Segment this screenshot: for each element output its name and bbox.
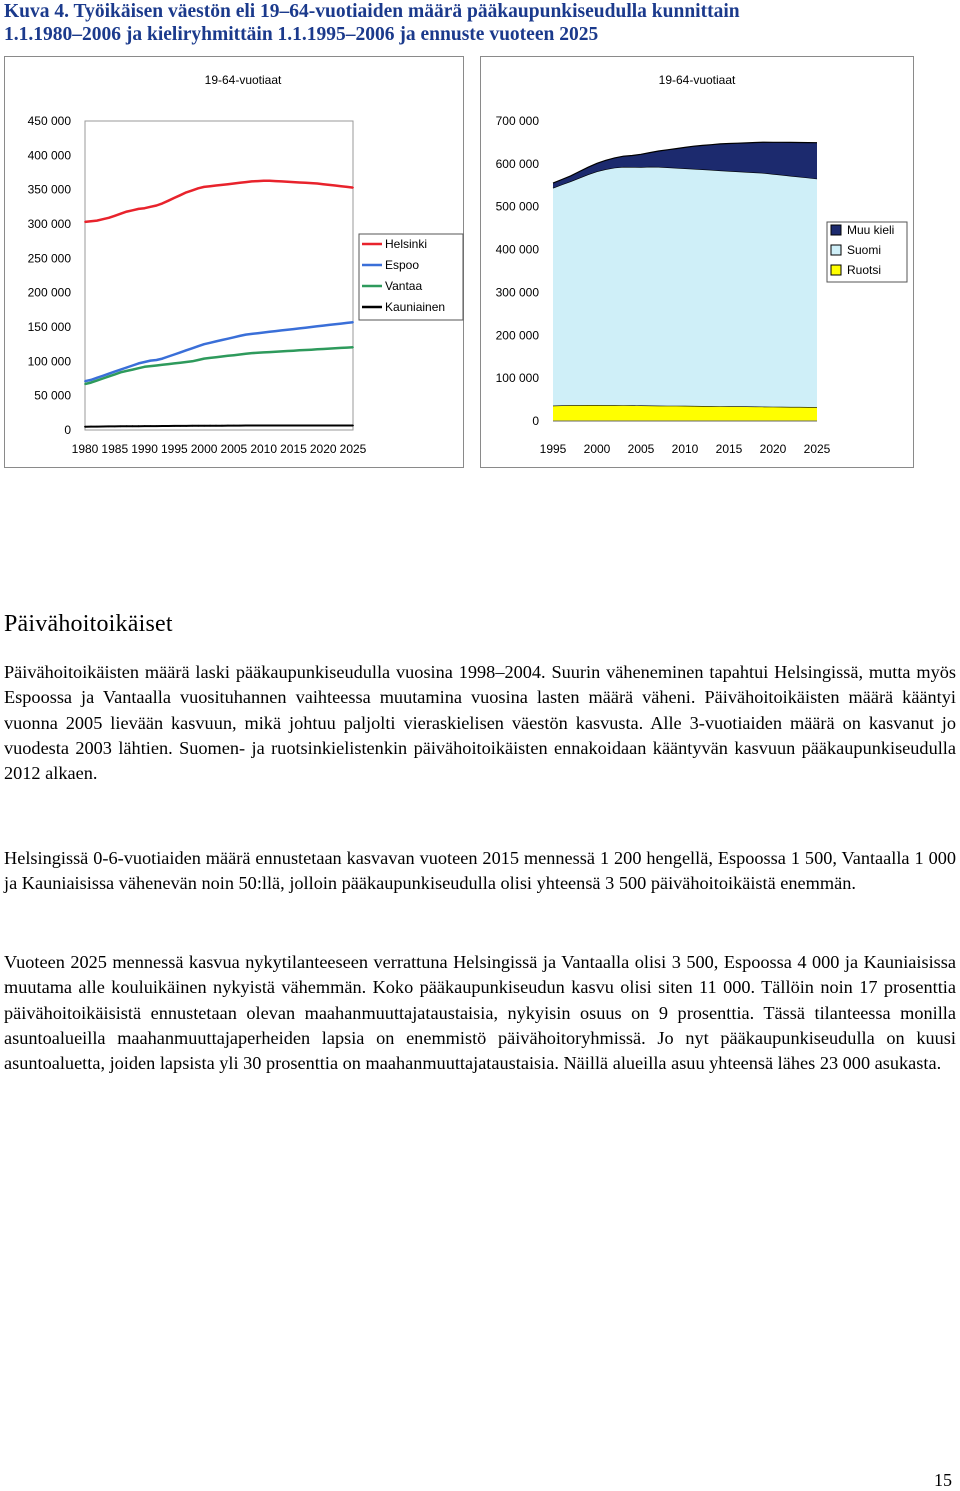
data-point-espoo xyxy=(316,325,318,327)
x-tick-label: 2000 xyxy=(583,442,611,456)
legend-label-vantaa: Vantaa xyxy=(385,279,423,293)
data-point-kauniainen xyxy=(340,425,342,427)
data-point-helsinki xyxy=(215,185,217,187)
y-tick-label: 400 000 xyxy=(27,148,71,163)
data-point-kauniainen xyxy=(120,425,122,427)
x-tick-label: 1985 xyxy=(101,442,129,456)
data-point-kauniainen xyxy=(346,425,348,427)
data-point-kauniainen xyxy=(209,425,211,427)
data-point-helsinki xyxy=(162,203,164,205)
data-point-helsinki xyxy=(245,181,247,183)
legend-label-suomi: Suomi xyxy=(847,243,882,257)
data-point-espoo xyxy=(120,369,122,371)
line-chart-svg xyxy=(5,57,465,469)
data-point-kauniainen xyxy=(352,425,354,427)
data-point-kauniainen xyxy=(299,425,301,427)
data-point-espoo xyxy=(227,338,229,340)
data-point-vantaa xyxy=(245,353,247,355)
data-point-helsinki xyxy=(269,180,271,182)
data-point-vantaa xyxy=(84,383,86,385)
data-point-kauniainen xyxy=(251,425,253,427)
data-point-vantaa xyxy=(168,363,170,365)
x-tick-label: 2020 xyxy=(759,442,787,456)
data-point-vantaa xyxy=(233,354,235,356)
data-point-vantaa xyxy=(239,354,241,356)
data-point-kauniainen xyxy=(185,425,187,427)
data-point-vantaa xyxy=(162,364,164,366)
data-point-espoo xyxy=(150,360,152,362)
data-point-espoo xyxy=(156,359,158,361)
area-suomi xyxy=(553,167,817,407)
data-point-vantaa xyxy=(197,359,199,361)
data-point-espoo xyxy=(132,365,134,367)
y-tick-label: 450 000 xyxy=(27,114,71,128)
data-point-vantaa xyxy=(185,361,187,363)
y-tick-label: 500 000 xyxy=(495,199,539,214)
data-point-vantaa xyxy=(221,356,223,358)
data-point-vantaa xyxy=(126,370,128,372)
data-point-espoo xyxy=(108,373,110,375)
data-point-espoo xyxy=(334,323,336,325)
plot-area-border xyxy=(85,121,353,430)
data-point-kauniainen xyxy=(168,425,170,427)
paragraph-1: Päivähoitoikäisten määrä laski pääkaupunkiseudulla vuosina 1998–2004. Suurin väheneminen tapahtui Helsingissä, mutta myös Espoossa ja Vantaalla vuosituhannen vaihteessa muutamina vuosina lasten määrä väheni. Päivähoitoikäisten määrä kääntyi vuonna 2005 lievään kasvuun, mikä johtuu paljolti vieraskielisen väestön kasvusta. Alle 3-vuotiaiden määrä on kasvanut jo vuodesta 2003 lähtien. Suomen- ja ruotsinkielistenkin päivähoitoikäisten ennakoidaan kääntyvän kasvuun pääkaupunkiseudulla 2012 alkaen. xyxy=(4,662,956,784)
data-point-helsinki xyxy=(239,182,241,184)
data-point-vantaa xyxy=(173,363,175,365)
data-point-kauniainen xyxy=(108,426,110,428)
y-tick-label: 100 000 xyxy=(495,371,539,386)
data-point-helsinki xyxy=(150,206,152,208)
data-point-kauniainen xyxy=(150,425,152,427)
x-tick-label: 1995 xyxy=(160,442,188,456)
x-tick-label: 2000 xyxy=(190,442,218,456)
legend-label-ruotsi: Ruotsi xyxy=(847,263,882,277)
data-point-kauniainen xyxy=(132,425,134,427)
data-point-kauniainen xyxy=(322,425,324,427)
legend-label-espoo: Espoo xyxy=(385,258,420,272)
data-point-kauniainen xyxy=(156,425,158,427)
data-point-espoo xyxy=(346,322,348,324)
x-tick-label: 2025 xyxy=(803,442,831,456)
x-tick-label: 1990 xyxy=(131,442,158,456)
data-point-kauniainen xyxy=(328,425,330,427)
data-point-espoo xyxy=(191,347,193,349)
data-point-helsinki xyxy=(203,186,205,188)
data-point-helsinki xyxy=(346,186,348,188)
data-point-vantaa xyxy=(138,367,140,369)
data-point-espoo xyxy=(305,327,307,329)
data-point-vantaa xyxy=(334,347,336,349)
data-point-helsinki xyxy=(352,187,354,189)
data-point-kauniainen xyxy=(239,425,241,427)
y-tick-label: 700 000 xyxy=(495,114,539,128)
data-point-helsinki xyxy=(221,184,223,186)
data-point-espoo xyxy=(269,331,271,333)
data-point-vantaa xyxy=(209,357,211,359)
data-point-helsinki xyxy=(144,207,146,209)
data-point-vantaa xyxy=(102,378,104,380)
series-line-helsinki xyxy=(85,181,353,222)
data-point-kauniainen xyxy=(316,425,318,427)
legend-label-kauniainen: Kauniainen xyxy=(385,300,446,314)
data-point-helsinki xyxy=(340,185,342,187)
y-tick-label: 600 000 xyxy=(495,156,539,171)
data-point-kauniainen xyxy=(96,426,98,428)
data-point-kauniainen xyxy=(144,425,146,427)
data-point-kauniainen xyxy=(197,425,199,427)
data-point-espoo xyxy=(293,328,295,330)
data-point-helsinki xyxy=(156,205,158,207)
data-point-kauniainen xyxy=(275,425,277,427)
legend-swatch-muu-kieli xyxy=(831,225,841,235)
data-point-espoo xyxy=(96,377,98,379)
data-point-helsinki xyxy=(84,221,86,223)
data-point-vantaa xyxy=(251,352,253,354)
data-point-espoo xyxy=(144,361,146,363)
y-tick-label: 150 000 xyxy=(27,320,71,334)
data-point-vantaa xyxy=(96,380,98,382)
x-tick-label: 2015 xyxy=(715,442,743,456)
data-point-helsinki xyxy=(305,182,307,184)
data-point-vantaa xyxy=(281,351,283,353)
x-tick-label: 2005 xyxy=(627,442,655,456)
y-tick-label: 200 000 xyxy=(27,285,71,300)
area-ruotsi xyxy=(553,405,817,421)
data-point-kauniainen xyxy=(84,426,86,428)
data-point-vantaa xyxy=(90,382,92,384)
data-point-vantaa xyxy=(275,351,277,353)
data-point-vantaa xyxy=(340,347,342,349)
data-point-helsinki xyxy=(102,218,104,220)
data-point-espoo xyxy=(215,341,217,343)
data-point-helsinki xyxy=(322,183,324,185)
data-point-espoo xyxy=(239,335,241,337)
data-point-espoo xyxy=(281,330,283,332)
data-point-espoo xyxy=(340,323,342,325)
data-point-espoo xyxy=(84,380,86,382)
data-point-espoo xyxy=(251,333,253,335)
data-point-espoo xyxy=(322,325,324,327)
data-point-helsinki xyxy=(96,220,98,222)
data-point-espoo xyxy=(209,342,211,344)
data-point-kauniainen xyxy=(269,425,271,427)
x-tick-label: 2015 xyxy=(280,442,307,456)
data-point-helsinki xyxy=(263,180,265,182)
data-point-espoo xyxy=(102,375,104,377)
data-point-vantaa xyxy=(227,355,229,357)
y-tick-label: 400 000 xyxy=(495,242,539,257)
data-point-helsinki xyxy=(328,184,330,186)
data-point-espoo xyxy=(221,339,223,341)
y-tick-label: 250 000 xyxy=(27,251,71,266)
data-point-helsinki xyxy=(138,208,140,210)
data-point-helsinki xyxy=(90,220,92,222)
data-point-vantaa xyxy=(132,369,134,371)
x-tick-label: 1980 xyxy=(71,442,99,456)
data-point-helsinki xyxy=(281,181,283,183)
data-point-helsinki xyxy=(233,183,235,185)
data-point-espoo xyxy=(203,343,205,345)
data-point-helsinki xyxy=(173,197,175,199)
data-point-vantaa xyxy=(108,376,110,378)
data-point-vantaa xyxy=(120,371,122,373)
data-point-helsinki xyxy=(179,194,181,196)
data-point-vantaa xyxy=(316,348,318,350)
x-tick-label: 2020 xyxy=(309,442,337,456)
x-tick-label: 2010 xyxy=(671,442,699,456)
paragraph-3: Vuoteen 2025 mennessä kasvua nykytilanteeseen verrattuna Helsingissä ja Vantaalla olisi 3 500, Espoossa 4 000 ja Kauniaisissa muutama alle kouluikäinen nykyistä vähemmän. Koko pääkaupunkiseudun kasvu olisi siten 11 000. Tällöin noin 17 prosenttia päivähoitoikäisistä ennustetaan olevan maahanmuuttajataustaisia, nykyisin osuus on 9 prosenttia. Tässä tilanteessa monilla asuntoalueilla maahanmuuttajaperheiden lapsia on enemmistö päivähoitoryhmissä. Jo nyt pääkaupunkiseudulla on kuusi asuntoaluetta, joiden lapsista yli 30 prosenttia on maahanmuuttajataustaisia. Näillä alueilla asuu yhteensä lähes 23 000 asukasta. xyxy=(4,952,956,1074)
legend-swatch-ruotsi xyxy=(831,265,841,275)
caption-line-2: 1.1.1980–2006 ja kieliryhmittäin 1.1.1995–2006 ja ennuste vuoteen 2025 xyxy=(4,24,599,45)
paragraph-2: Helsingissä 0-6-vuotiaiden määrä ennustetaan kasvavan vuoteen 2015 mennessä 1 200 hengellä, Espoossa 1 500, Vantaalla 1 000 ja Kauniaisissa vähenevän noin 50:llä, jolloin pääkaupunkiseudulla olisi yhteensä 3 500 päivähoitoikäistä enemmän. xyxy=(4,848,956,894)
data-point-espoo xyxy=(352,321,354,323)
data-point-espoo xyxy=(179,352,181,354)
y-tick-label: 0 xyxy=(64,423,71,437)
data-point-helsinki xyxy=(299,182,301,184)
data-point-kauniainen xyxy=(162,425,164,427)
data-point-vantaa xyxy=(203,358,205,360)
data-point-kauniainen xyxy=(179,425,181,427)
data-point-vantaa xyxy=(150,365,152,367)
data-point-vantaa xyxy=(257,352,259,354)
x-tick-label: 1995 xyxy=(539,442,567,456)
data-point-vantaa xyxy=(114,374,116,376)
data-point-espoo xyxy=(287,329,289,331)
y-tick-label: 300 000 xyxy=(27,217,71,231)
y-tick-label: 350 000 xyxy=(27,182,71,197)
data-point-helsinki xyxy=(114,215,116,217)
x-tick-label: 2025 xyxy=(339,442,367,456)
data-point-vantaa xyxy=(287,350,289,352)
data-point-espoo xyxy=(114,371,116,373)
y-tick-label: 300 000 xyxy=(495,285,539,300)
area-chart-language-groups xyxy=(480,56,914,468)
data-point-helsinki xyxy=(168,200,170,202)
data-point-espoo xyxy=(263,332,265,334)
data-point-helsinki xyxy=(185,192,187,194)
area-chart-svg xyxy=(481,57,915,469)
data-point-vantaa xyxy=(328,348,330,350)
data-point-helsinki xyxy=(275,180,277,182)
data-point-espoo xyxy=(233,336,235,338)
page-number: 15 xyxy=(934,1470,952,1490)
data-point-kauniainen xyxy=(173,425,175,427)
data-point-kauniainen xyxy=(305,425,307,427)
data-point-kauniainen xyxy=(227,425,229,427)
data-point-helsinki xyxy=(126,211,128,213)
line-chart-municipalities xyxy=(4,56,464,468)
data-point-espoo xyxy=(310,326,312,328)
x-tick-label: 2010 xyxy=(250,442,278,456)
data-point-helsinki xyxy=(108,217,110,219)
data-point-kauniainen xyxy=(334,425,336,427)
data-point-helsinki xyxy=(209,185,211,187)
data-point-espoo xyxy=(328,324,330,326)
data-point-vantaa xyxy=(179,362,181,364)
legend-swatch-suomi xyxy=(831,245,841,255)
data-point-vantaa xyxy=(310,349,312,351)
data-point-vantaa xyxy=(305,349,307,351)
data-point-vantaa xyxy=(156,365,158,367)
chart-title: 19-64-vuotiaat xyxy=(658,73,736,87)
data-point-kauniainen xyxy=(263,425,265,427)
data-point-espoo xyxy=(245,334,247,336)
data-point-kauniainen xyxy=(126,425,128,427)
data-point-kauniainen xyxy=(203,425,205,427)
data-point-helsinki xyxy=(310,182,312,184)
chart-title: 19-64-vuotiaat xyxy=(204,73,282,87)
data-point-espoo xyxy=(168,356,170,358)
data-point-kauniainen xyxy=(245,425,247,427)
y-tick-label: 50 000 xyxy=(34,388,71,403)
data-point-vantaa xyxy=(263,352,265,354)
section-heading: Päivähoitoikäiset xyxy=(4,611,173,637)
series-line-kauniainen xyxy=(85,426,353,427)
legend xyxy=(827,222,907,282)
data-point-helsinki xyxy=(293,181,295,183)
data-point-espoo xyxy=(185,349,187,351)
data-point-kauniainen xyxy=(281,425,283,427)
data-point-espoo xyxy=(162,358,164,360)
data-point-vantaa xyxy=(352,346,354,348)
data-point-kauniainen xyxy=(257,425,259,427)
data-point-espoo xyxy=(197,345,199,347)
data-point-espoo xyxy=(138,363,140,365)
data-point-helsinki xyxy=(191,190,193,192)
series-line-vantaa xyxy=(85,347,353,384)
legend-label-muu-kieli: Muu kieli xyxy=(847,223,895,237)
data-point-helsinki xyxy=(120,213,122,215)
figure-caption xyxy=(4,0,956,46)
data-point-kauniainen xyxy=(191,425,193,427)
data-point-espoo xyxy=(126,367,128,369)
data-point-helsinki xyxy=(287,181,289,183)
data-point-espoo xyxy=(275,330,277,332)
data-point-vantaa xyxy=(322,348,324,350)
y-tick-label: 0 xyxy=(532,414,539,428)
data-point-kauniainen xyxy=(102,426,104,428)
data-point-espoo xyxy=(173,354,175,356)
data-point-kauniainen xyxy=(114,426,116,428)
data-point-vantaa xyxy=(191,360,193,362)
data-point-helsinki xyxy=(227,183,229,185)
data-point-vantaa xyxy=(215,356,217,358)
data-point-kauniainen xyxy=(293,425,295,427)
data-point-kauniainen xyxy=(221,425,223,427)
y-tick-label: 200 000 xyxy=(495,328,539,343)
data-point-espoo xyxy=(257,332,259,334)
data-point-helsinki xyxy=(251,181,253,183)
data-point-helsinki xyxy=(132,209,134,211)
y-tick-label: 100 000 xyxy=(27,354,71,369)
data-point-vantaa xyxy=(144,366,146,368)
data-point-vantaa xyxy=(299,349,301,351)
data-point-kauniainen xyxy=(90,426,92,428)
data-point-kauniainen xyxy=(233,425,235,427)
data-point-espoo xyxy=(299,328,301,330)
data-point-kauniainen xyxy=(215,425,217,427)
data-point-kauniainen xyxy=(310,425,312,427)
x-tick-label: 2005 xyxy=(220,442,248,456)
data-point-kauniainen xyxy=(287,425,289,427)
data-point-helsinki xyxy=(334,185,336,187)
legend-label-helsinki: Helsinki xyxy=(385,237,428,251)
data-point-helsinki xyxy=(316,183,318,185)
data-point-vantaa xyxy=(293,350,295,352)
caption-line-1: Kuva 4. Työikäisen väestön eli 19–64-vuotiaiden määrä pääkaupunkiseudulla kunnittain xyxy=(4,1,740,22)
data-point-espoo xyxy=(90,379,92,381)
data-point-vantaa xyxy=(346,347,348,349)
data-point-helsinki xyxy=(197,187,199,189)
data-point-vantaa xyxy=(269,351,271,353)
data-point-kauniainen xyxy=(138,425,140,427)
legend xyxy=(359,234,463,320)
data-point-helsinki xyxy=(257,180,259,182)
